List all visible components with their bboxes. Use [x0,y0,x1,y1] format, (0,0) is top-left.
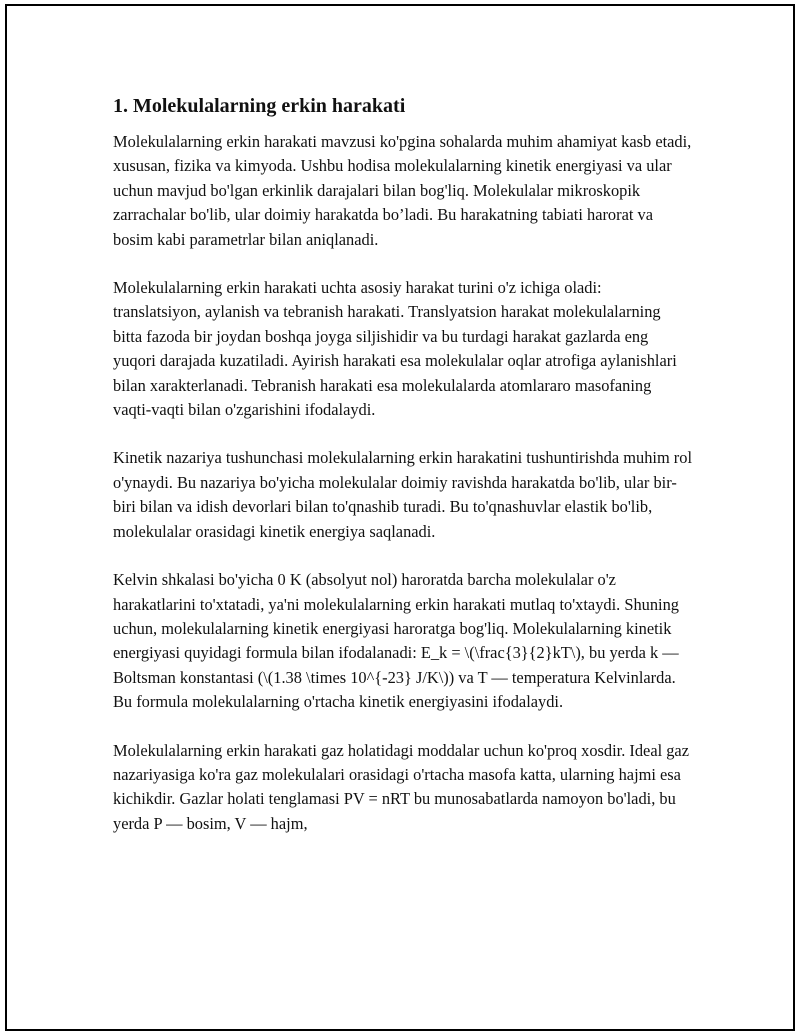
document-body [113,92,693,860]
section-heading: 1. Molekulalarning erkin harakati [113,95,406,117]
paragraph-5: Molekulalarning erkin harakati gaz holatidagi moddalar uchun ko'proq xosdir. Ideal gaz nazariyasiga ko'ra gaz molekulalari orasidagi o'rtacha masofa katta, ularning hajmi esa kichikdir. Gazlar holati tenglamasi PV = nRT bu munosabatlarda namoyon bo'ladi, bu yerda P — bosim, V — hajm, [113,740,689,833]
paragraph-1: Molekulalarning erkin harakati mavzusi ko'pgina sohalarda muhim ahamiyat kasb etadi, xususan, fizika va kimyoda. Ushbu hodisa molekulalarning kinetik energiyasi va ular uchun mavjud bo'lgan erkinlik darajalari bilan bog'liq. Molekulalar mikroskopik zarrachalar bo'lib, ular doimiy harakatda bo’ladi. Bu harakatning tabiati harorat va bosim kabi parametrlar bilan aniqlanadi. [113,132,692,249]
paragraph-3: Kinetik nazariya tushunchasi molekulalarning erkin harakatini tushuntirishda muhim rol o'ynaydi. Bu nazariya bo'yicha molekulalar doimiy ravishda harakatda bo'lib, ular bir-biri bilan va idish devorlari bilan to'qnashib turadi. Bu to'qnashuvlar elastik bo'lib, molekulalar orasidagi kinetik energiya saqlanadi. [113,448,692,541]
paragraph-2: Molekulalarning erkin harakati uchta asosiy harakat turini o'z ichiga oladi: translatsiyon, aylanish va tebranish harakati. Translyatsion harakat molekulalarning bitta fazoda bir joydan boshqa joyga siljishidir va bu turdagi harakat gazlarda eng yuqori darajada kuzatiladi. Ayirish harakati esa molekulalar oqlar atrofiga aylanishlari bilan xarakterlanadi. Tebranish harakati esa molekulalarda atomlararo masofaning vaqti-vaqti bilan o'zgarishini ifodalaydi. [113,278,677,420]
paragraph-4: Kelvin shkalasi bo'yicha 0 K (absolyut nol) haroratda barcha molekulalar o'z harakatlarini to'xtatadi, ya'ni molekulalarning erkin harakati mutlaq to'xtaydi. Shuning uchun, molekulalarning kinetik energiyasi haroratga bog'liq. Molekulalarning kinetik energiyasi quyidagi formula bilan ifodalanadi: E_k = \(\frac{3}{2}kT\), bu yerda k — Boltsman konstantasi (\(1.38 \times 10^{-23} J/K\)) va T — temperatura Kelvinlarda. Bu formula molekulalarning o'rtacha kinetik energiyasini ifodalaydi. [113,570,679,712]
